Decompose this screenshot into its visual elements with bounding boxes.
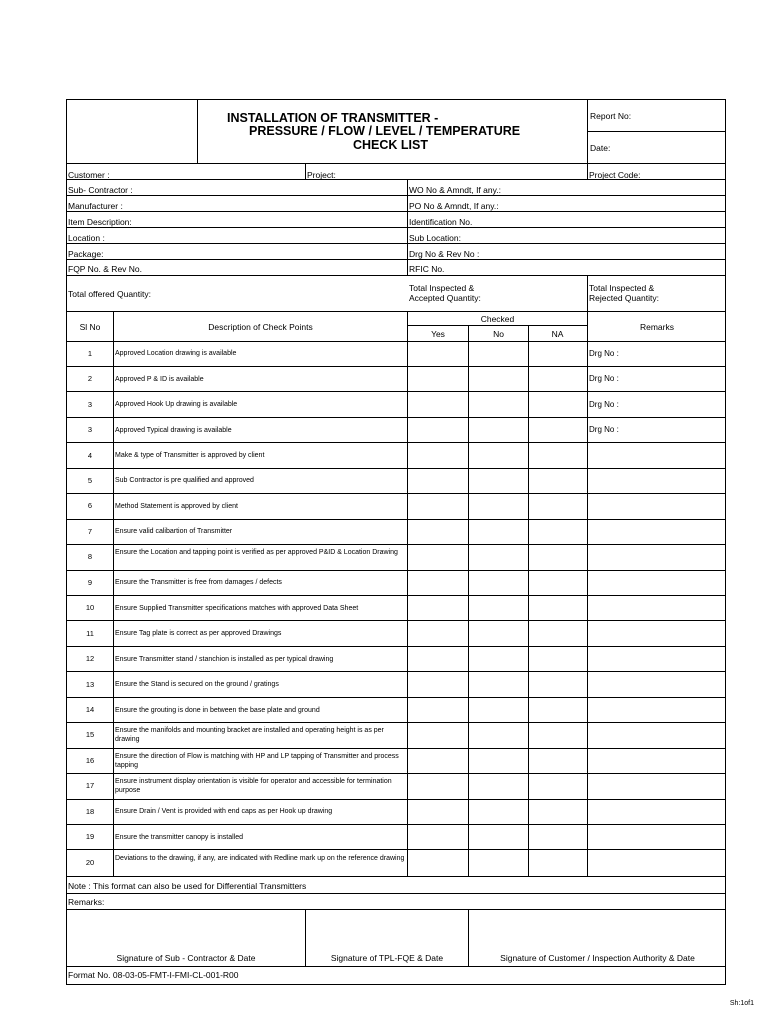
checkbox-cell-yes[interactable] bbox=[408, 545, 468, 570]
col-header-no: No bbox=[493, 329, 504, 339]
checkbox-cell-no[interactable] bbox=[469, 570, 528, 595]
row-sl-no: 17 bbox=[85, 781, 95, 791]
table-row bbox=[67, 825, 726, 850]
checkbox-cell-na[interactable] bbox=[529, 723, 587, 748]
col-header-na: NA bbox=[551, 329, 564, 339]
project-label: Project: bbox=[307, 170, 336, 180]
row-description: Deviations to the drawing, if any, are indicated with Redline mark up on the reference drawing bbox=[115, 854, 405, 862]
customer-label: Customer : bbox=[68, 170, 110, 180]
table-row bbox=[67, 697, 726, 722]
checkbox-cell-na[interactable] bbox=[529, 825, 587, 850]
divider bbox=[67, 275, 726, 276]
row-description: Approved Hook Up drawing is available bbox=[115, 401, 238, 409]
table-row bbox=[67, 494, 726, 519]
row-description: Approved Location drawing is available bbox=[115, 350, 237, 358]
row-sl-no: 20 bbox=[85, 857, 95, 867]
checkbox-cell-na[interactable] bbox=[529, 519, 587, 544]
table-row bbox=[67, 545, 726, 570]
table-row bbox=[67, 621, 726, 646]
checkbox-cell-na[interactable] bbox=[529, 799, 587, 824]
row-sl-no: 8 bbox=[87, 552, 93, 562]
row-description: Ensure the transmitter canopy is installed bbox=[115, 833, 244, 841]
checkbox-cell-yes[interactable] bbox=[408, 774, 468, 799]
row-description: Sub Contractor is pre qualified and approved bbox=[115, 477, 254, 485]
checkbox-cell-na[interactable] bbox=[529, 621, 587, 646]
row-sl-no: 3 bbox=[87, 425, 93, 435]
row-description: Ensure the direction of Flow is matching with HP and LP tapping of Transmitter and process tapping bbox=[115, 752, 399, 769]
row-description: Method Statement is approved by client bbox=[115, 502, 238, 510]
checklist-form bbox=[66, 99, 726, 985]
identification-no-label: Identification No. bbox=[409, 217, 473, 227]
checkbox-cell-no[interactable] bbox=[469, 799, 528, 824]
checkbox-cell-no[interactable] bbox=[469, 443, 528, 468]
table-row bbox=[67, 774, 726, 799]
row-sl-no: 7 bbox=[87, 526, 93, 536]
checkbox-cell-yes[interactable] bbox=[408, 850, 468, 875]
row-sl-no: 19 bbox=[85, 832, 95, 842]
row-description: Ensure the grouting is done in between the base plate and ground bbox=[115, 706, 320, 714]
checkbox-cell-no[interactable] bbox=[469, 723, 528, 748]
divider bbox=[67, 227, 726, 228]
row-sl-no: 18 bbox=[85, 806, 95, 816]
checkbox-cell-no[interactable] bbox=[469, 621, 528, 646]
checkbox-cell-yes[interactable] bbox=[408, 596, 468, 621]
divider bbox=[67, 876, 726, 877]
form-title-line3: CHECK LIST bbox=[353, 138, 428, 152]
checkbox-cell-no[interactable] bbox=[469, 392, 528, 417]
row-sl-no: 6 bbox=[87, 501, 93, 511]
table-row bbox=[67, 417, 726, 442]
table-row bbox=[67, 596, 726, 621]
row-remark[interactable]: Drg No : bbox=[589, 374, 619, 384]
checkbox-cell-yes[interactable] bbox=[408, 519, 468, 544]
checkbox-cell-na[interactable] bbox=[529, 570, 587, 595]
format-no: Format No. 08-03-05-FMT-I-FMI-CL-001-R00 bbox=[68, 970, 239, 980]
form-title-line2: PRESSURE / FLOW / LEVEL / TEMPERATURE bbox=[249, 124, 521, 138]
checkbox-cell-na[interactable] bbox=[529, 443, 587, 468]
checkbox-cell-yes[interactable] bbox=[408, 748, 468, 773]
divider bbox=[67, 163, 726, 164]
row-sl-no: 12 bbox=[85, 654, 95, 664]
row-description: Ensure the manifolds and mounting bracket are installed and operating height is as per drawing bbox=[115, 727, 384, 744]
row-sl-no: 16 bbox=[85, 755, 95, 765]
location-label: Location : bbox=[68, 233, 105, 243]
row-description: Ensure Drain / Vent is provided with end caps as per Hook up drawing bbox=[115, 808, 333, 816]
po-no-label: PO No & Amndt, If any.: bbox=[409, 201, 499, 211]
table-row bbox=[67, 799, 726, 824]
row-remark[interactable]: Drg No : bbox=[589, 348, 619, 358]
table-row bbox=[67, 748, 726, 773]
checkbox-cell-yes[interactable] bbox=[408, 672, 468, 697]
row-sl-no: 1 bbox=[87, 348, 93, 358]
table-row bbox=[67, 646, 726, 671]
table-row bbox=[67, 570, 726, 595]
checkbox-cell-no[interactable] bbox=[469, 748, 528, 773]
page-number: Sh:1of1 bbox=[729, 1000, 754, 1007]
checkbox-cell-na[interactable] bbox=[529, 417, 587, 442]
checkbox-cell-no[interactable] bbox=[469, 825, 528, 850]
row-description: Make & type of Transmitter is approved by client bbox=[115, 452, 265, 460]
checkbox-cell-no[interactable] bbox=[469, 494, 528, 519]
checkbox-cell-yes[interactable] bbox=[408, 468, 468, 493]
checkbox-cell-yes[interactable] bbox=[408, 621, 468, 646]
checkbox-cell-na[interactable] bbox=[529, 468, 587, 493]
row-description: Ensure Supplied Transmitter specifications matches with approved Data Sheet bbox=[115, 604, 359, 612]
table-row bbox=[67, 850, 726, 875]
row-description: Ensure the Stand is secured on the ground / gratings bbox=[115, 681, 279, 689]
table-row bbox=[67, 341, 726, 366]
table-row bbox=[67, 392, 726, 417]
row-remark[interactable]: Drg No : bbox=[589, 399, 619, 409]
checkbox-cell-yes[interactable] bbox=[408, 341, 468, 366]
row-sl-no: 3 bbox=[87, 399, 93, 409]
checkbox-cell-no[interactable] bbox=[469, 774, 528, 799]
row-sl-no: 14 bbox=[85, 705, 95, 715]
project-code-label: Project Code: bbox=[589, 170, 641, 180]
checkbox-cell-no[interactable] bbox=[469, 646, 528, 671]
col-header-remarks: Remarks bbox=[639, 322, 674, 332]
row-description: Ensure instrument display orientation is visible for operator and accessible for termination purpose bbox=[115, 778, 392, 795]
rejected-label-line1: Total Inspected & bbox=[589, 283, 655, 293]
total-offered-label: Total offered Quantity: bbox=[68, 289, 152, 299]
form-title-line1: INSTALLATION OF TRANSMITTER - bbox=[227, 111, 439, 125]
divider bbox=[197, 100, 198, 163]
remarks-label: Remarks: bbox=[68, 897, 105, 907]
accepted-label-line2: Accepted Quantity: bbox=[409, 293, 481, 303]
row-sl-no: 9 bbox=[87, 577, 93, 587]
checkbox-cell-yes[interactable] bbox=[408, 723, 468, 748]
table-row bbox=[67, 672, 726, 697]
item-description-label: Item Description: bbox=[68, 217, 132, 227]
row-sl-no: 2 bbox=[87, 374, 93, 384]
checkbox-cell-na[interactable] bbox=[529, 748, 587, 773]
checklist-rows bbox=[67, 341, 726, 876]
checkbox-cell-na[interactable] bbox=[529, 646, 587, 671]
report-no-label: Report No: bbox=[590, 111, 632, 121]
rejected-label-line2: Rejected Quantity: bbox=[589, 293, 659, 303]
divider bbox=[67, 179, 726, 180]
checkbox-cell-no[interactable] bbox=[469, 850, 528, 875]
row-description: Approved Typical drawing is available bbox=[115, 426, 232, 434]
checkbox-cell-na[interactable] bbox=[529, 341, 587, 366]
sub-location-label: Sub Location: bbox=[409, 233, 461, 243]
drg-no-label: Drg No & Rev No : bbox=[409, 249, 480, 259]
rfic-no-label: RFIC No. bbox=[409, 264, 445, 274]
divider bbox=[67, 893, 726, 894]
checkbox-cell-na[interactable] bbox=[529, 494, 587, 519]
checkbox-cell-yes[interactable] bbox=[408, 570, 468, 595]
row-description: Ensure the Transmitter is free from damages / defects bbox=[115, 579, 282, 587]
checkbox-cell-yes[interactable] bbox=[408, 417, 468, 442]
checkbox-cell-yes[interactable] bbox=[408, 646, 468, 671]
checkbox-cell-na[interactable] bbox=[529, 672, 587, 697]
divider bbox=[587, 275, 588, 311]
col-header-yes: Yes bbox=[431, 329, 445, 339]
divider bbox=[587, 131, 726, 132]
checkbox-cell-na[interactable] bbox=[529, 366, 587, 391]
manufacturer-label: Manufacturer : bbox=[68, 201, 123, 211]
row-description: Approved P & ID is available bbox=[115, 375, 204, 383]
row-sl-no: 5 bbox=[87, 475, 93, 485]
row-remark[interactable]: Drg No : bbox=[589, 425, 619, 435]
divider bbox=[67, 909, 726, 910]
checkbox-cell-no[interactable] bbox=[469, 468, 528, 493]
row-description: Ensure valid calibartion of Transmitter bbox=[115, 528, 233, 536]
checkbox-cell-yes[interactable] bbox=[408, 825, 468, 850]
row-description: Ensure Transmitter stand / stanchion is installed as per typical drawing bbox=[115, 655, 334, 663]
wo-no-label: WO No & Amndt, If any.: bbox=[409, 185, 501, 195]
signature-sub-contractor: Signature of Sub - Contractor & Date bbox=[116, 953, 256, 963]
row-sl-no: 13 bbox=[85, 679, 95, 689]
checkbox-cell-no[interactable] bbox=[469, 519, 528, 544]
row-description: Ensure the Location and tapping point is verified as per approved P&ID & Location Drawing bbox=[115, 549, 398, 557]
divider bbox=[587, 163, 588, 179]
accepted-label-line1: Total Inspected & bbox=[409, 283, 475, 293]
checkbox-cell-yes[interactable] bbox=[408, 697, 468, 722]
divider bbox=[67, 966, 726, 967]
col-header-checked: Checked bbox=[480, 314, 515, 324]
divider bbox=[67, 259, 726, 260]
table-row bbox=[67, 723, 726, 748]
divider bbox=[305, 163, 306, 179]
fqp-no-label: FQP No. & Rev No. bbox=[68, 264, 143, 274]
checkbox-cell-na[interactable] bbox=[529, 774, 587, 799]
package-label: Package: bbox=[68, 249, 104, 259]
checkbox-cell-yes[interactable] bbox=[408, 799, 468, 824]
checkbox-cell-na[interactable] bbox=[529, 697, 587, 722]
checkbox-cell-na[interactable] bbox=[529, 392, 587, 417]
checkbox-cell-no[interactable] bbox=[469, 341, 528, 366]
checkbox-cell-no[interactable] bbox=[469, 545, 528, 570]
checkbox-cell-no[interactable] bbox=[469, 417, 528, 442]
table-row bbox=[67, 519, 726, 544]
divider bbox=[67, 211, 726, 212]
sub-contractor-label: Sub- Contractor : bbox=[68, 185, 133, 195]
checkbox-cell-no[interactable] bbox=[469, 366, 528, 391]
row-description: Ensure Tag plate is correct as per approved Drawings bbox=[115, 630, 282, 638]
divider bbox=[67, 195, 726, 196]
table-row bbox=[67, 443, 726, 468]
col-header-description: Description of Check Points bbox=[208, 322, 313, 332]
row-sl-no: 15 bbox=[85, 730, 95, 740]
note-text: Note : This format can also be used for Differential Transmitters bbox=[68, 881, 307, 891]
divider bbox=[67, 243, 726, 244]
checkbox-cell-no[interactable] bbox=[469, 596, 528, 621]
table-row bbox=[67, 468, 726, 493]
checkbox-cell-yes[interactable] bbox=[408, 443, 468, 468]
row-sl-no: 4 bbox=[87, 450, 93, 460]
signature-customer: Signature of Customer / Inspection Authority & Date bbox=[500, 953, 695, 963]
checkbox-cell-no[interactable] bbox=[469, 672, 528, 697]
row-sl-no: 10 bbox=[85, 603, 95, 613]
checkbox-cell-yes[interactable] bbox=[408, 366, 468, 391]
signature-tpl-fqe: Signature of TPL-FQE & Date bbox=[330, 953, 444, 963]
row-sl-no: 11 bbox=[86, 628, 94, 638]
divider bbox=[407, 325, 587, 326]
checkbox-cell-no[interactable] bbox=[469, 697, 528, 722]
col-header-sl-no: Sl No bbox=[79, 322, 101, 332]
checkbox-cell-na[interactable] bbox=[529, 545, 587, 570]
checkbox-cell-yes[interactable] bbox=[408, 494, 468, 519]
checkbox-cell-na[interactable] bbox=[529, 850, 587, 875]
table-row bbox=[67, 366, 726, 391]
checkbox-cell-na[interactable] bbox=[529, 596, 587, 621]
date-label: Date: bbox=[590, 143, 611, 153]
checkbox-cell-yes[interactable] bbox=[408, 392, 468, 417]
divider bbox=[67, 311, 726, 312]
